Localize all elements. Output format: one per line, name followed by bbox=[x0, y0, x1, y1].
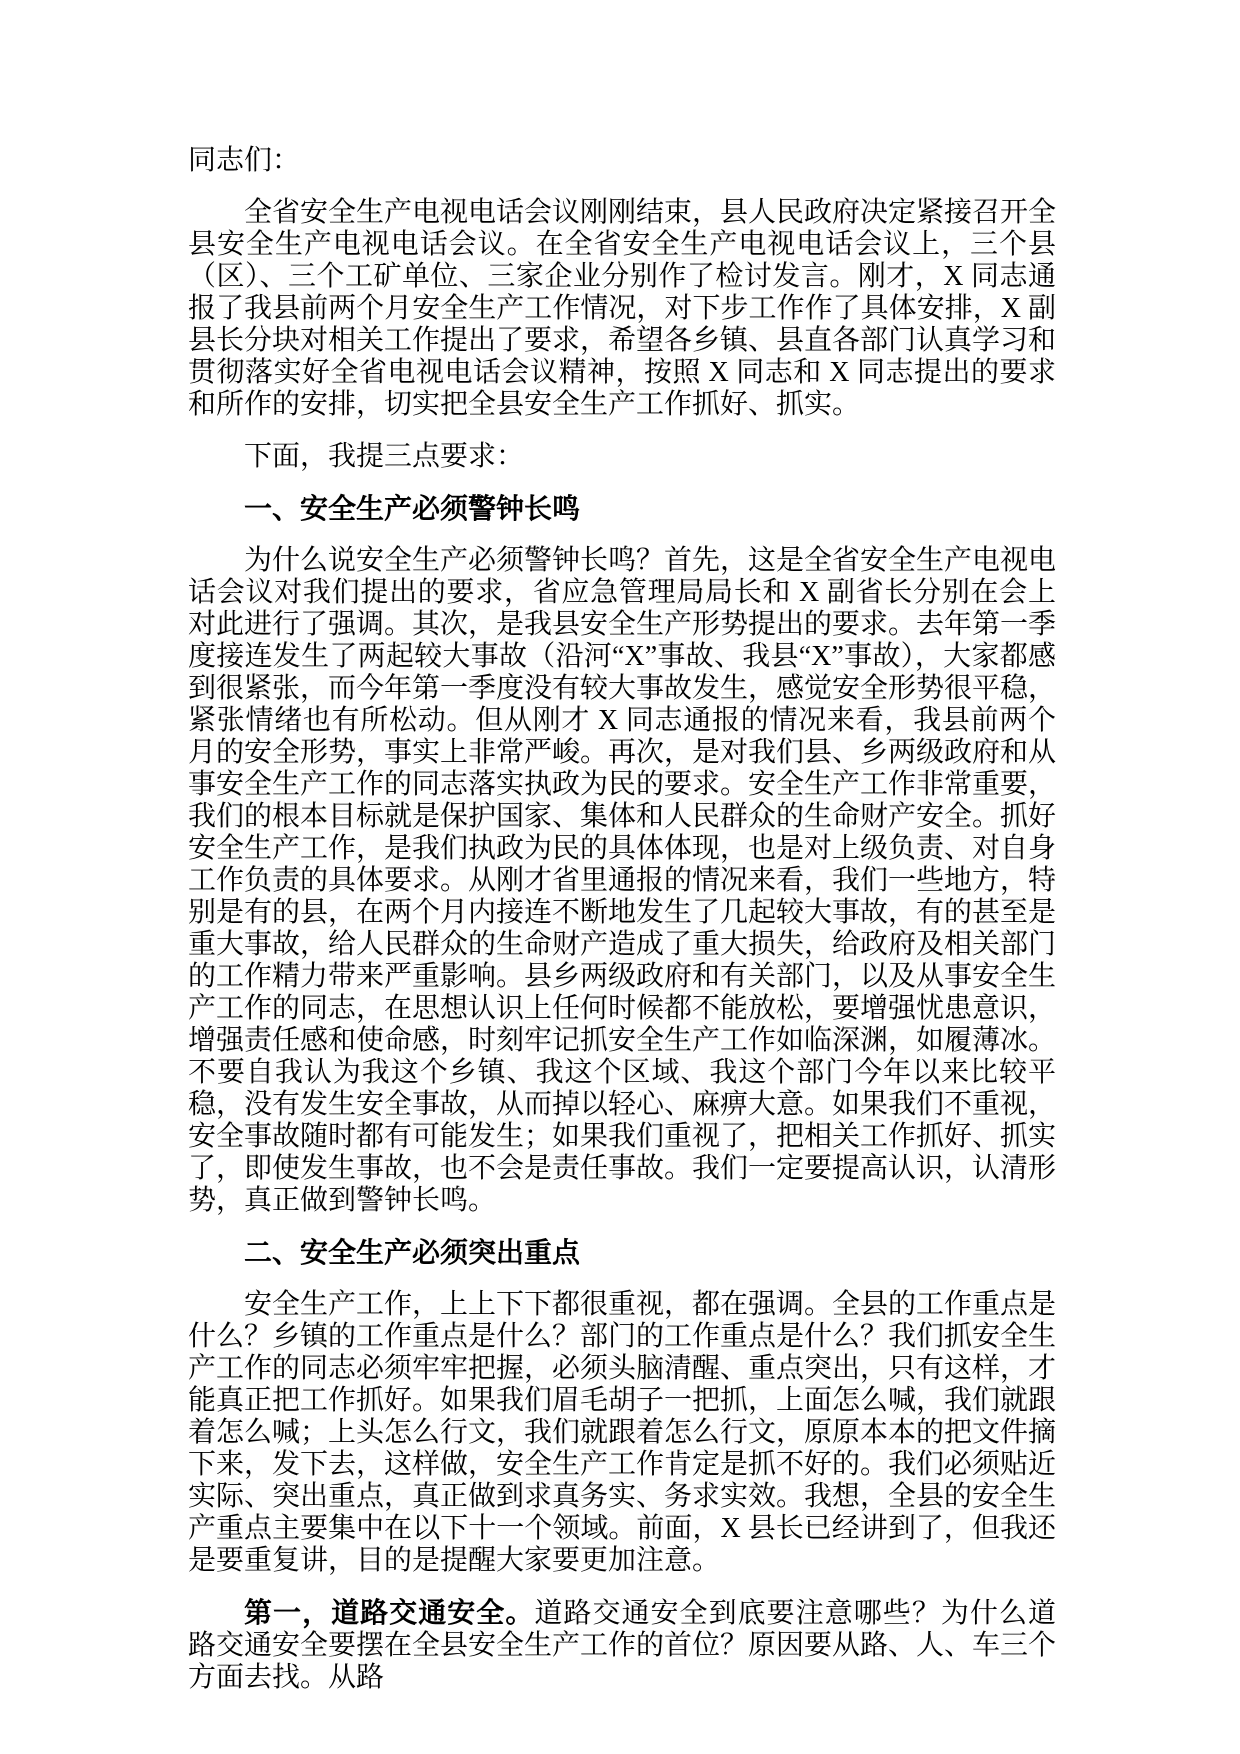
lead-in-paragraph: 下面，我提三点要求： bbox=[244, 441, 525, 472]
point-1-lead: 第一，道路交通安全。 bbox=[244, 1597, 535, 1628]
document-body bbox=[188, 145, 1056, 1714]
section-1-heading: 一、安全生产必须警钟长鸣 bbox=[244, 493, 581, 524]
section-1-paragraph: 为什么说安全生产必须警钟长鸣？首先，这是全省安全生产电视电话会议对我们提出的要求，省应急管理局局长和 X 副省长分别在会上对此进行了强调。其次，是我县安全生产形势提出的要求。去年第一季度接连发生了两起较大事故（沿河“X”事故、我县“X”事故），大家都感到很紧张，而今年第一季度没有较大事故发生，感觉安全形势很平稳，紧张情绪也有所松动。但从刚才 X 同志通报的情况来看，我县前两个月的安全形势，事实上非常严峻。再次，是对我们县、乡两级政府和从事安全生产工作的同志落实执政为民的要求。安全生产工作非常重要，我们的根本目标就是保护国家、集体和人民群众的生命财产安全。抓好安全生产工作，是我们执政为民的具体体现，也是对上级负责、对自身工作负责的具体要求。从刚才省里通报的情况来看，我们一些地方，特别是有的县，在两个月内接连不断地发生了几起较大事故，有的甚至是重大事故，给人民群众的生命财产造成了重大损失，给政府及相关部门的工作精力带来严重影响。县乡两级政府和有关部门，以及从事安全生产工作的同志，在思想认识上任何时候都不能放松，要增强忧患意识，增强责任感和使命感，时刻牢记抓安全生产工作如临深渊，如履薄冰。不要自我认为我这个乡镇、我这个区域、我这个部门今年以来比较平稳，没有发生安全事故，从而掉以轻心、麻痹大意。如果我们不重视，安全事故随时都有可能发生；如果我们重视了，把相关工作抓好、抓实了，即使发生事故，也不会是责任事故。我们一定要提高认识，认清形势，真正做到警钟长鸣。 bbox=[188, 545, 1057, 1216]
section-2-paragraph: 安全生产工作，上上下下都很重视，都在强调。全县的工作重点是什么？乡镇的工作重点是什么？部门的工作重点是什么？我们抓安全生产工作的同志必须牢牢把握，必须头脑清醒、重点突出，只有这样，才能真正把工作抓好。如果我们眉毛胡子一把抓，上面怎么喊，我们就跟着怎么喊；上头怎么行文，我们就跟着怎么行文，原原本本的把文件摘下来，发下去，这样做，安全生产工作肯定是抓不好的。我们必须贴近实际、突出重点，真正做到求真务实、务求实效。我想，全县的安全生产重点主要集中在以下十一个领域。前面，X 县长已经讲到了，但我还是要重复讲，目的是提醒大家要更加注意。 bbox=[188, 1289, 1057, 1576]
intro-paragraph: 全省安全生产电视电话会议刚刚结束，县人民政府决定紧接召开全县安全生产电视电话会议。在全省安全生产电视电话会议上，三个县（区）、三个工矿单位、三家企业分别作了检讨发言。刚才，X 同志通报了我县前两个月安全生产工作情况，对下步工作作了具体安排，X 副县长分块对相关工作提出了要求，希望各乡镇、县直各部门认真学习和贯彻落实好全省电视电话会议精神，按照 X 同志和 X 同志提出的要求和所作的安排，切实把全县安全生产工作抓好、抓实。 bbox=[188, 197, 1057, 420]
salutation: 同志们： bbox=[188, 145, 301, 176]
point-1-body: 道路交通安全到底要注意哪些？为什么道路交通安全要摆在全县安全生产工作的首位？原因要从路、人、车三个方面去找。从路 bbox=[188, 1598, 1057, 1693]
section-2-heading: 二、安全生产必须突出重点 bbox=[244, 1237, 581, 1268]
point-1-paragraph bbox=[188, 1597, 1056, 1694]
